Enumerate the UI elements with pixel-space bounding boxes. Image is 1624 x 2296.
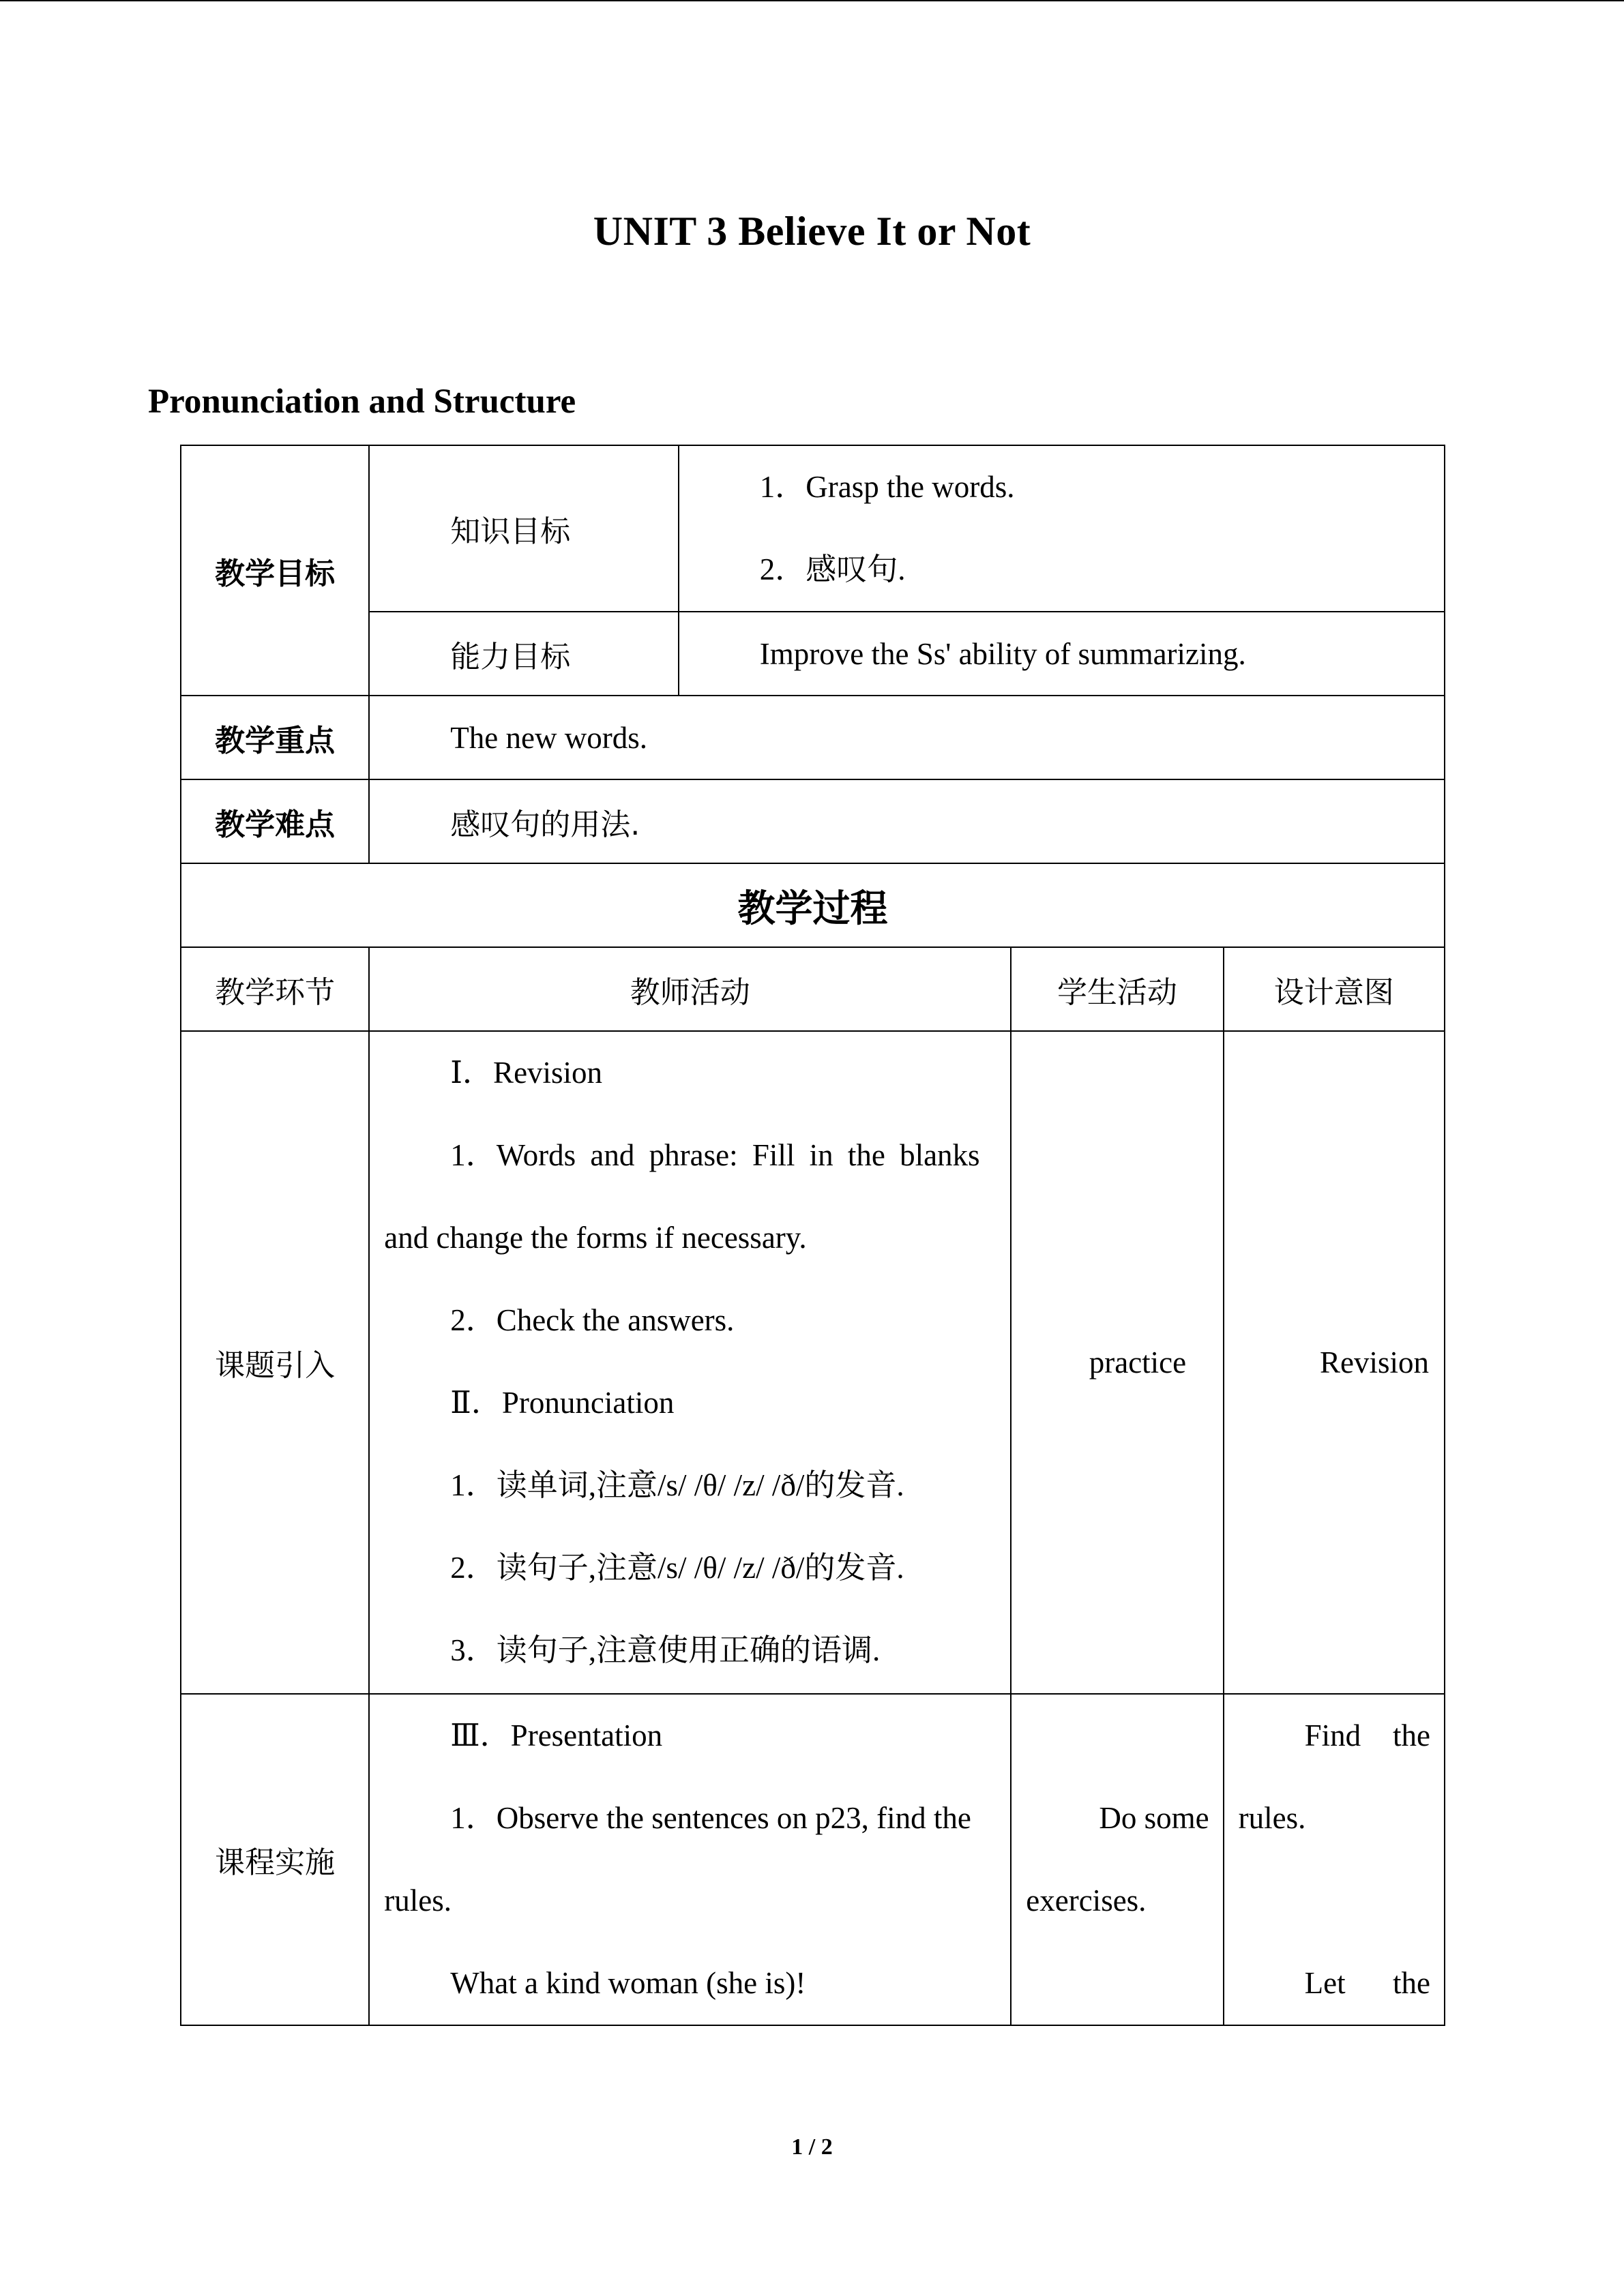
student-activity-implementation (1011, 1694, 1223, 2025)
knowledge-items (679, 445, 1445, 612)
process-row-intro (181, 1031, 1445, 1694)
intent-word: Let (1304, 1966, 1346, 2000)
objectives-label: 教学目标 (181, 445, 369, 696)
difficult-points-row (181, 779, 1445, 863)
teacher-line: Ⅱ．Pronunciation (450, 1386, 675, 1420)
header-intent: 设计意图 (1224, 947, 1445, 1031)
teacher-lines-implementation (384, 1695, 996, 2025)
header-stage: 教学环节 (181, 947, 369, 1031)
ability-text: Improve the Ss' ability of summarizing. (679, 612, 1445, 696)
teacher-line: 2．读句子,注意/s/ /θ/ /z/ /ð/的发音. (450, 1551, 904, 1585)
knowledge-label: 知识目标 (369, 445, 678, 612)
intent-line: rules. (1238, 1801, 1306, 1835)
process-title-row (181, 863, 1445, 947)
teacher-line: What a kind woman (she is)! (450, 1966, 806, 2000)
stage-intro: 课题引入 (181, 1031, 369, 1694)
teacher-line: 1．读单词,注意/s/ /θ/ /z/ /ð/的发音. (450, 1468, 904, 1502)
process-header-row (181, 947, 1445, 1031)
intent-implementation (1224, 1694, 1445, 2025)
stage-implementation: 课程实施 (181, 1694, 369, 2025)
teacher-line: 2．Check the answers. (450, 1303, 735, 1337)
teacher-line: and change the forms if necessary. (384, 1221, 807, 1255)
student-line: exercises. (1026, 1883, 1147, 1918)
teacher-line: Ⅲ．Presentation (450, 1718, 663, 1753)
ability-label: 能力目标 (369, 612, 678, 696)
key-points-text: The new words. (369, 696, 1445, 779)
process-title: 教学过程 (181, 863, 1445, 947)
page-title: UNIT 3 Believe It or Not (593, 209, 1031, 254)
header-student: 学生活动 (1011, 947, 1223, 1031)
intent-word: the (1393, 1966, 1430, 2000)
teacher-line: 1．Observe the sentences on p23, find the (450, 1801, 971, 1835)
knowledge-item-2: 2．感叹句. (759, 552, 906, 586)
teacher-lines-intro (384, 1032, 996, 1692)
process-row-implementation (181, 1694, 1445, 2025)
teacher-line: rules. (384, 1883, 452, 1918)
section-title: Pronunciation and Structure (148, 383, 576, 421)
intent-word: the (1393, 1718, 1430, 1753)
student-line: Do some (1099, 1801, 1209, 1835)
page-number: 1 / 2 (791, 2134, 833, 2160)
key-points-label: 教学重点 (181, 696, 369, 779)
objectives-row-knowledge (181, 445, 1445, 612)
teacher-line: 1．Words and phrase: Fill in the blanks (450, 1138, 980, 1172)
lesson-plan-table (180, 445, 1445, 2026)
difficult-points-label: 教学难点 (181, 779, 369, 863)
teacher-activity-implementation (369, 1694, 1011, 2025)
page-top-border (0, 0, 1624, 1)
teacher-line: 3．读句子,注意使用正确的语调. (450, 1633, 881, 1667)
student-activity-intro: practice (1011, 1031, 1223, 1694)
knowledge-item-1: 1．Grasp the words. (759, 470, 1015, 504)
key-points-row (181, 696, 1445, 779)
teacher-activity-intro (369, 1031, 1011, 1694)
header-teacher: 教师活动 (369, 947, 1011, 1031)
teacher-line: Ⅰ．Revision (450, 1056, 603, 1090)
intent-intro: Revision (1224, 1031, 1445, 1694)
intent-word: Find (1304, 1718, 1361, 1753)
difficult-points-text: 感叹句的用法. (369, 779, 1445, 863)
objectives-row-ability (181, 612, 1445, 696)
